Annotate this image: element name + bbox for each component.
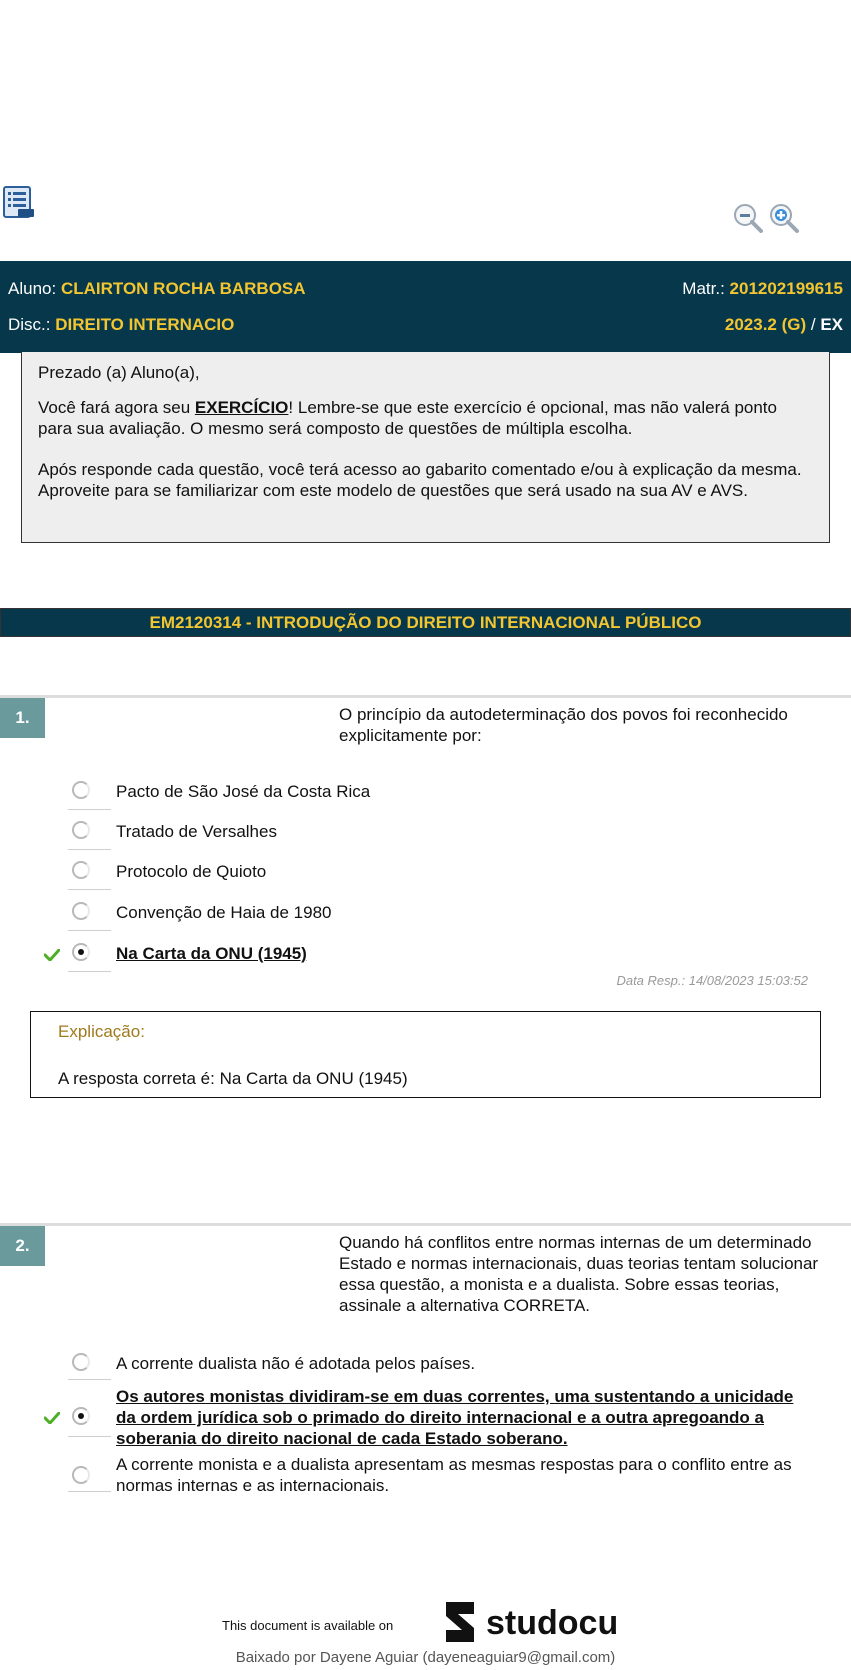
question-text: Quando há conflitos entre normas internas de um determinado Estado e normas internacionais, duas teorias tentam solucionar essa questão, a monista e a dualista. Sobre essas teorias, assinale a alternativa CORRETA. [339, 1233, 819, 1315]
question-divider [0, 695, 851, 698]
explanation-title: Explicação: [58, 1022, 145, 1041]
registration: Matr.: 201202199615 [682, 279, 843, 298]
radio-button[interactable] [72, 1466, 90, 1484]
option-divider [68, 1491, 111, 1492]
radio-button[interactable] [72, 902, 90, 920]
document-list-icon[interactable] [2, 185, 36, 221]
explanation-box [30, 1011, 821, 1098]
option-divider [68, 971, 111, 972]
downloaded-by: Baixado por Dayene Aguiar (dayeneaguiar9@gmail.com) [235, 1649, 616, 1666]
option-label: Convenção de Haia de 1980 [116, 903, 332, 922]
footer-available-text: This document is available on [222, 1618, 394, 1633]
student-name: Aluno: CLAIRTON ROCHA BARBOSA [8, 279, 306, 298]
radio-button[interactable] [72, 861, 90, 879]
zoom-out-icon[interactable] [732, 202, 764, 234]
option-label: Tratado de Versalhes [116, 822, 277, 841]
option-divider [68, 930, 111, 931]
option-label: A corrente dualista não é adotada pelos países. [116, 1354, 476, 1373]
notice-box [21, 352, 830, 543]
notice-greeting: Prezado (a) Aluno(a), [38, 363, 200, 382]
check-icon [44, 1412, 60, 1424]
question-number: 1. [0, 698, 45, 738]
studocu-logo[interactable] [440, 1598, 640, 1648]
response-date: Data Resp.: 14/08/2023 15:03:52 [616, 973, 808, 988]
option-label: Pacto de São José da Costa Rica [116, 782, 371, 801]
section-title: EM2120314 - INTRODUÇÃO DO DIREITO INTERNACIONAL PÚBLICO [0, 608, 851, 637]
radio-button[interactable] [72, 821, 90, 839]
explanation-text: A resposta correta é: Na Carta da ONU (1945) [58, 1069, 408, 1088]
zoom-in-icon[interactable] [768, 202, 800, 234]
radio-button-selected[interactable] [72, 943, 90, 961]
student-header [0, 261, 851, 353]
option-label: Protocolo de Quioto [116, 862, 267, 881]
notice-paragraph-2: Após responde cada questão, você terá acesso ao gabarito comentado e/ou à explicação da mesma. Aproveite para se familiarizar com este modelo de questões que será usado na sua AV e AVS. [38, 460, 802, 500]
question-number: 2. [0, 1226, 45, 1266]
radio-button[interactable] [72, 781, 90, 799]
radio-button[interactable] [72, 1353, 90, 1371]
option-divider [68, 849, 111, 850]
radio-button-selected[interactable] [72, 1407, 90, 1425]
option-label: Na Carta da ONU (1945) [116, 944, 307, 963]
option-divider [68, 889, 111, 890]
studocu-brand: studocu [486, 1604, 619, 1642]
option-divider [68, 809, 111, 810]
option-divider [68, 1379, 111, 1380]
period: 2023.2 (G) / EX [724, 315, 843, 334]
option-divider [68, 1436, 111, 1437]
discipline: Disc.: DIREITO INTERNACIO [8, 315, 235, 334]
option-label: A corrente monista e a dualista apresentam as mesmas respostas para o conflito entre as normas internas e as internacionais. [116, 1455, 792, 1495]
notice-paragraph: Você fará agora seu EXERCÍCIO! Lembre-se que este exercício é opcional, mas não valerá ponto para sua avaliação. O mesmo será composto de questões de múltipla escolha. [38, 398, 777, 438]
question-divider [0, 1223, 851, 1226]
check-icon [44, 949, 60, 961]
question-text: O princípio da autodeterminação dos povos foi reconhecido explicitamente por: [339, 705, 788, 745]
option-label: Os autores monistas dividiram-se em duas correntes, uma sustentando a unicidade da ordem jurídica sob o primado do direito internacional e a outra apregoando a soberania do direito nacional de cada Estado soberano. [116, 1387, 794, 1448]
